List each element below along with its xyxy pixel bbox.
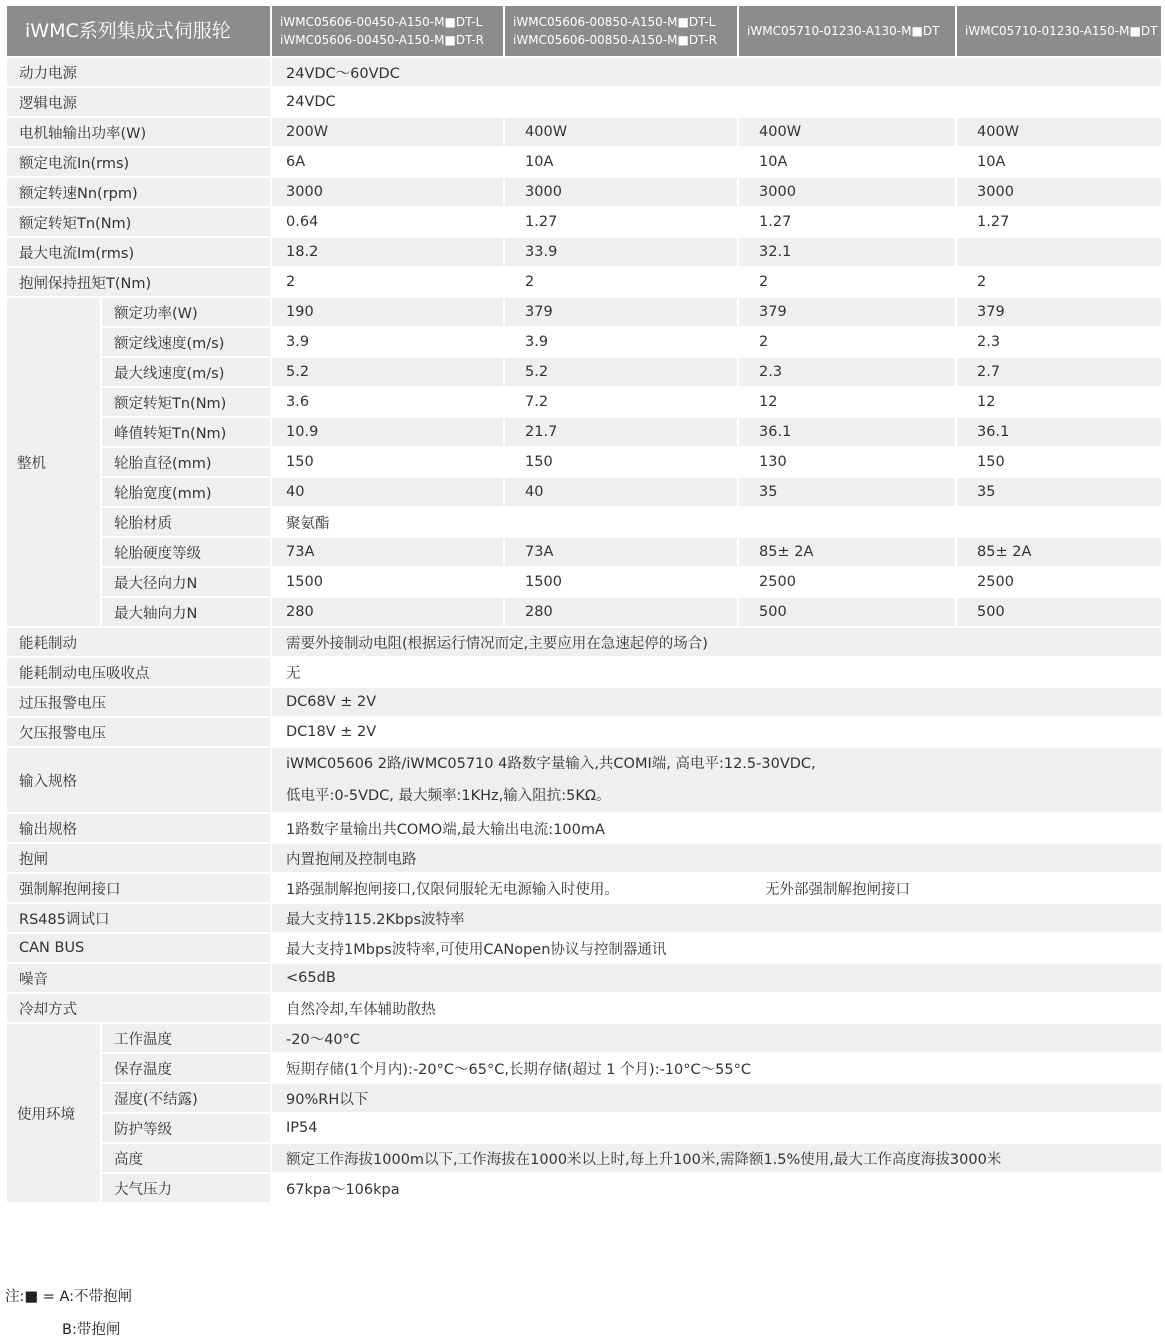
table-row (6, 297, 1162, 327)
row-label: RS485调试口 (6, 903, 271, 933)
value-cell: 内置抱闸及控制电路 (271, 843, 1162, 873)
table-row (6, 357, 1162, 387)
row-label: 欠压报警电压 (6, 717, 271, 747)
table-row (6, 657, 1162, 687)
value-cell: 1路数字量输出共COMO端,最大输出电流:100mA (271, 813, 1162, 843)
value-cell: <65dB (271, 963, 1162, 993)
value-cell: 130 (738, 447, 956, 477)
model-header (271, 5, 504, 57)
table-row (6, 717, 1162, 747)
table-row (6, 507, 1162, 537)
value-cell: 500 (738, 597, 956, 627)
value-cell: 67kpa～106kpa (271, 1173, 1162, 1203)
table-row (6, 1053, 1162, 1083)
table-row (6, 477, 1162, 507)
value-cell: 150 (504, 447, 738, 477)
value-cell: 5.2 (504, 357, 738, 387)
table-row (6, 207, 1162, 237)
table-row (6, 57, 1162, 87)
model-name: iWMC05606-00850-A150-M■DT-L (513, 15, 716, 29)
value-cell: 10.9 (271, 417, 504, 447)
row-label: 保存温度 (101, 1053, 271, 1083)
value-cell: 2 (956, 267, 1162, 297)
value-line: iWMC05606 2路/iWMC05710 4路数字量输入,共COMI端, 高电平:12.5-30VDC, (286, 756, 816, 772)
table-row (6, 843, 1162, 873)
value-cell: DC68V ± 2V (271, 687, 1162, 717)
model-name: iWMC05710-01230-A150-M■DT (965, 24, 1158, 38)
row-label: 能耗制动 (6, 627, 271, 657)
value-line: 低电平:0-5VDC, 最大频率:1KHz,输入阻抗:5KΩ。 (286, 788, 611, 804)
row-label: 最大电流Im(rms) (6, 237, 271, 267)
model-header (956, 5, 1162, 57)
table-row (6, 417, 1162, 447)
table-row (6, 147, 1162, 177)
value-cell: 40 (271, 477, 504, 507)
value-cell: 无 (271, 657, 1162, 687)
value-cell: 1.27 (738, 207, 956, 237)
row-label: 抱闸 (6, 843, 271, 873)
value-cell: 2500 (738, 567, 956, 597)
model-name: iWMC05606-00450-A150-M■DT-L (280, 15, 483, 29)
row-label: 大气压力 (101, 1173, 271, 1203)
value-cell: 最大支持1Mbps波特率,可使用CANopen协议与控制器通讯 (271, 933, 1162, 963)
value-cell: 3.9 (271, 327, 504, 357)
table-row (6, 537, 1162, 567)
row-label: 逻辑电源 (6, 87, 271, 117)
value-cell: 85± 2A (738, 537, 956, 567)
group-label: 使用环境 (6, 1023, 101, 1203)
row-label: 峰值转矩Tn(Nm) (101, 417, 271, 447)
row-label: 冷却方式 (6, 993, 271, 1023)
model-name: iWMC05710-01230-A130-M■DT (747, 24, 940, 38)
value-cell: 3.6 (271, 387, 504, 417)
value-cell: IP54 (271, 1113, 1162, 1143)
value-cell: 280 (504, 597, 738, 627)
value-cell: 1500 (271, 567, 504, 597)
row-label: 输入规格 (6, 747, 271, 813)
value-cell: 400W (956, 117, 1162, 147)
value-cell: 200W (271, 117, 504, 147)
row-label: 额定功率(W) (101, 297, 271, 327)
table-row (6, 1143, 1162, 1173)
value-cell: 24VDC (271, 87, 1162, 117)
table-row (6, 933, 1162, 963)
table-row (6, 567, 1162, 597)
table-title: iWMC系列集成式伺服轮 (6, 5, 271, 57)
model-name: iWMC05606-00450-A150-M■DT-R (280, 33, 484, 47)
table-row (6, 1023, 1162, 1053)
value-cell: 32.1 (738, 237, 956, 267)
table-row (6, 447, 1162, 477)
value-cell: 500 (956, 597, 1162, 627)
row-label: 最大径向力N (101, 567, 271, 597)
table-row (6, 177, 1162, 207)
value-cell: 6A (271, 147, 504, 177)
row-label: 轮胎材质 (101, 507, 271, 537)
value-cell: 1.27 (956, 207, 1162, 237)
table-row (6, 1113, 1162, 1143)
value-cell: 10A (738, 147, 956, 177)
row-label: 输出规格 (6, 813, 271, 843)
row-label: 工作温度 (101, 1023, 271, 1053)
table-row (6, 237, 1162, 267)
row-label: 抱闸保持扭矩T(Nm) (6, 267, 271, 297)
value-cell: 280 (271, 597, 504, 627)
value-cell: 379 (738, 297, 956, 327)
value-cell: 自然冷却,车体辅助散热 (271, 993, 1162, 1023)
table-row (6, 387, 1162, 417)
value-cell (956, 237, 1162, 267)
row-label: 噪音 (6, 963, 271, 993)
value-cell: 150 (271, 447, 504, 477)
value-cell: 需要外接制动电阻(根据运行情况而定,主要应用在急速起停的场合) (271, 627, 1162, 657)
value-cell: 聚氨酯 (271, 507, 1162, 537)
value-cell: 40 (504, 477, 738, 507)
value-cell: 36.1 (738, 417, 956, 447)
value-cell: 73A (504, 537, 738, 567)
value-cell: 18.2 (271, 237, 504, 267)
value-cell: -20～40°C (271, 1023, 1162, 1053)
table-row (6, 873, 1162, 903)
value-cell: 36.1 (956, 417, 1162, 447)
table-row (6, 747, 1162, 813)
value-cell: 3000 (504, 177, 738, 207)
value-cell: 2 (738, 267, 956, 297)
row-label: 轮胎硬度等级 (101, 537, 271, 567)
value-cell: 379 (956, 297, 1162, 327)
value-cell: 12 (956, 387, 1162, 417)
value-cell: 85± 2A (956, 537, 1162, 567)
table-row (6, 117, 1162, 147)
row-label: 过压报警电压 (6, 687, 271, 717)
row-label: 最大轴向力N (101, 597, 271, 627)
row-label: 轮胎直径(mm) (101, 447, 271, 477)
row-label: 额定线速度(m/s) (101, 327, 271, 357)
value-cell: 2500 (956, 567, 1162, 597)
value-cell: 379 (504, 297, 738, 327)
table-row (6, 87, 1162, 117)
value-cell: 33.9 (504, 237, 738, 267)
value-cell: 2.3 (956, 327, 1162, 357)
row-label: 动力电源 (6, 57, 271, 87)
table-row (6, 267, 1162, 297)
value-cell: 10A (956, 147, 1162, 177)
value-cell: 无外部强制解抱闸接口 (738, 873, 1162, 903)
value-cell: 额定工作海拔1000m以下,工作海拔在1000米以上时,每上升100米,需降额1.5%使用,最大工作高度海拔3000米 (271, 1143, 1162, 1173)
value-cell: 3.9 (504, 327, 738, 357)
value-cell: 400W (738, 117, 956, 147)
group-label: 整机 (6, 297, 101, 627)
value-cell: 2.7 (956, 357, 1162, 387)
value-cell: 35 (738, 477, 956, 507)
spec-table (5, 4, 1163, 1204)
table-row (6, 1173, 1162, 1203)
value-cell: 400W (504, 117, 738, 147)
value-cell: 190 (271, 297, 504, 327)
value-cell: 2 (738, 327, 956, 357)
value-cell: 35 (956, 477, 1162, 507)
table-row (6, 903, 1162, 933)
table-row (6, 813, 1162, 843)
row-label: 湿度(不结露) (101, 1083, 271, 1113)
value-cell: 73A (271, 537, 504, 567)
value-cell: 12 (738, 387, 956, 417)
model-header (738, 5, 956, 57)
value-cell: 5.2 (271, 357, 504, 387)
value-cell: 3000 (271, 177, 504, 207)
value-cell: 0.64 (271, 207, 504, 237)
value-cell: 2 (271, 267, 504, 297)
row-label: 能耗制动电压吸收点 (6, 657, 271, 687)
row-label: 强制解抱闸接口 (6, 873, 271, 903)
row-label: 电机轴输出功率(W) (6, 117, 271, 147)
model-header (504, 5, 738, 57)
note-line: B:带抱闸 (62, 1322, 121, 1338)
table-row (6, 1083, 1162, 1113)
value-cell: 1路强制解抱闸接口,仅限伺服轮无电源输入时使用。 (271, 873, 738, 903)
note-line: 注:■ = A:不带抱闸 (5, 1289, 133, 1305)
table-row (6, 993, 1162, 1023)
header-row (6, 5, 1162, 57)
row-label: 额定转速Nn(rpm) (6, 177, 271, 207)
value-cell: 3000 (956, 177, 1162, 207)
value-cell (271, 747, 1162, 813)
row-label: 防护等级 (101, 1113, 271, 1143)
value-cell: 10A (504, 147, 738, 177)
table-row (6, 597, 1162, 627)
value-cell: 2 (504, 267, 738, 297)
value-cell: 24VDC～60VDC (271, 57, 1162, 87)
value-cell: 7.2 (504, 387, 738, 417)
model-name: iWMC05606-00850-A150-M■DT-R (513, 33, 717, 47)
row-label: 额定转矩Tn(Nm) (6, 207, 271, 237)
table-row (6, 687, 1162, 717)
value-cell: 90%RH以下 (271, 1083, 1162, 1113)
value-cell: 1500 (504, 567, 738, 597)
value-cell: 3000 (738, 177, 956, 207)
row-label: 额定转矩Tn(Nm) (101, 387, 271, 417)
value-cell: 21.7 (504, 417, 738, 447)
value-cell: DC18V ± 2V (271, 717, 1162, 747)
value-cell: 短期存储(1个月内):-20°C～65°C,长期存储(超过 1 个月):-10°C～55°C (271, 1053, 1162, 1083)
table-row (6, 327, 1162, 357)
row-label: CAN BUS (6, 933, 271, 963)
value-cell: 150 (956, 447, 1162, 477)
row-label: 额定电流In(rms) (6, 147, 271, 177)
value-cell: 最大支持115.2Kbps波特率 (271, 903, 1162, 933)
value-cell: 2.3 (738, 357, 956, 387)
row-label: 最大线速度(m/s) (101, 357, 271, 387)
row-label: 高度 (101, 1143, 271, 1173)
table-row (6, 963, 1162, 993)
row-label: 轮胎宽度(mm) (101, 477, 271, 507)
table-row (6, 627, 1162, 657)
value-cell: 1.27 (504, 207, 738, 237)
